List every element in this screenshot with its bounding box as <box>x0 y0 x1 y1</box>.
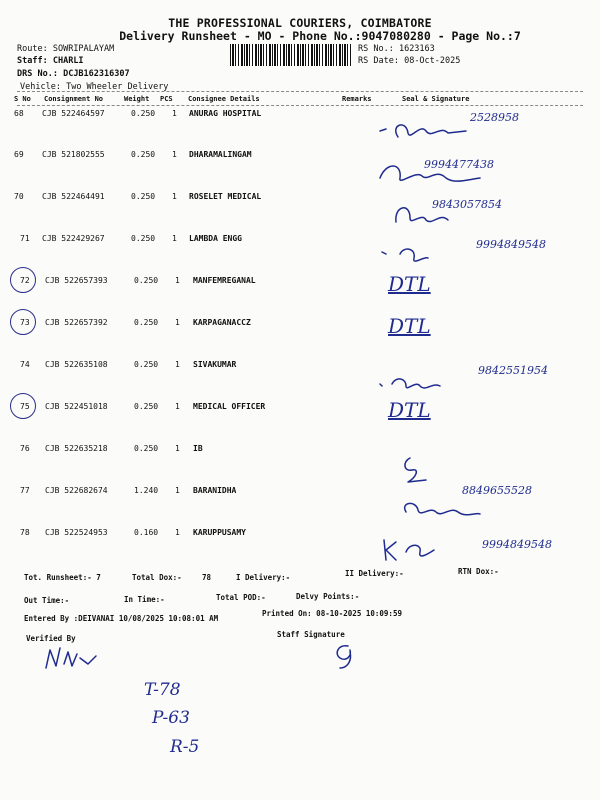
table-row <box>0 150 600 192</box>
row-pcs: 1 <box>175 486 180 495</box>
row-weight: 0.250 <box>134 276 159 285</box>
circled-serial-mark <box>10 267 36 293</box>
row-consignee: BARANIDHA <box>193 486 237 495</box>
staff-label: Staff: <box>17 56 48 66</box>
delvy-points: Delvy Points:- <box>296 592 360 601</box>
row-sno: 75 <box>20 402 30 411</box>
row-consignment-no: CJB 522524953 <box>45 528 108 537</box>
handwritten-seal-text: 8849655528 <box>462 484 532 497</box>
row-consignee: IB <box>193 444 203 453</box>
header-rule <box>17 91 583 92</box>
row-sno: 69 <box>14 150 24 159</box>
staff-signature-label: Staff Signature <box>277 630 345 639</box>
handwritten-seal-text: 9994477438 <box>424 158 494 171</box>
table-row <box>0 444 600 486</box>
i-delivery: I Delivery:- <box>236 573 291 582</box>
table-row <box>0 109 600 151</box>
out-time: Out Time:- <box>24 596 70 605</box>
col-seal: Seal & Signature <box>402 95 470 103</box>
row-consignee: ANURAG HOSPITAL <box>189 109 262 118</box>
route-line <box>17 44 114 55</box>
handwritten-seal-text: DTL <box>388 398 431 422</box>
drs-line <box>17 69 130 80</box>
ii-delivery: II Delivery:- <box>345 569 404 578</box>
signature-scribble <box>376 156 486 190</box>
row-sno: 77 <box>20 486 30 495</box>
row-pcs: 1 <box>175 444 180 453</box>
row-consignee: ROSELET MEDICAL <box>189 192 262 201</box>
total-pod: Total POD:- <box>216 593 266 602</box>
row-pcs: 1 <box>175 276 180 285</box>
signature-scribble <box>376 534 486 568</box>
row-consignment-no: CJB 522635218 <box>45 444 108 453</box>
row-consignment-no: CJB 522635108 <box>45 360 108 369</box>
entered-by: Entered By :DEIVANAI 10/08/2025 10:08:01 AM <box>24 614 219 623</box>
row-consignment-no: CJB 522657393 <box>45 276 108 285</box>
row-consignee: MEDICAL OFFICER <box>193 402 266 411</box>
handwritten-seal-text: 9994849548 <box>482 538 552 551</box>
row-consignee: DHARAMALINGAM <box>189 150 252 159</box>
total-dox-value: 78 <box>202 573 212 582</box>
rs-no-line <box>358 44 435 55</box>
row-sno: 76 <box>20 444 30 453</box>
col-sno: S No <box>14 95 31 103</box>
rs-date-value: 08-Oct-2025 <box>404 56 461 66</box>
verified-signature <box>44 644 104 674</box>
signature-scribble <box>376 198 486 232</box>
col-remarks: Remarks <box>342 95 372 103</box>
handwritten-seal-text: 9842551954 <box>478 364 548 377</box>
handwritten-seal-text: 9994849548 <box>476 238 546 251</box>
staff-value: CHARLI <box>52 56 84 66</box>
row-weight: 0.250 <box>131 109 156 118</box>
row-weight: 0.250 <box>134 444 159 453</box>
table-row <box>0 360 600 402</box>
route-label: Route: <box>17 44 48 54</box>
row-weight: 0.250 <box>131 150 156 159</box>
signature-scribble <box>376 240 486 274</box>
route-value: SOWRIPALAYAM <box>52 44 115 54</box>
row-consignee: KARUPPUSAMY <box>193 528 246 537</box>
row-consignment-no: CJB 521802555 <box>42 150 105 159</box>
row-consignee: KARPAGANACCZ <box>193 318 251 327</box>
rs-no-label: RS No.: <box>358 44 394 54</box>
signature-scribble <box>376 366 486 400</box>
row-sno: 68 <box>14 109 24 118</box>
in-time: In Time:- <box>124 595 165 604</box>
verified-by: Verified By <box>26 634 76 643</box>
column-rule <box>17 105 583 106</box>
circled-serial-mark <box>10 309 36 335</box>
table-row <box>0 314 600 360</box>
row-weight: 0.250 <box>131 192 156 201</box>
row-sno: 71 <box>20 234 30 243</box>
row-consignment-no: CJB 522682674 <box>45 486 108 495</box>
row-weight: 0.250 <box>134 360 159 369</box>
table-row <box>0 528 600 570</box>
row-sno: 73 <box>20 318 30 327</box>
runsheet-subtitle: Delivery Runsheet - MO - Phone No.:9047080280 - Page No.:7 <box>119 29 521 43</box>
row-pcs: 1 <box>172 109 177 118</box>
signature-scribble <box>376 492 486 526</box>
handwritten-seal-text: 9843057854 <box>432 198 502 211</box>
rs-date-label: RS Date: <box>358 56 399 66</box>
vehicle-label: Vehicle: <box>20 82 61 92</box>
drs-label: DRS No.: <box>17 69 58 79</box>
row-consignee: LAMBDA ENGG <box>189 234 242 243</box>
signature-scribble <box>376 115 486 149</box>
col-pcs: PCS <box>160 95 173 103</box>
company-title: THE PROFESSIONAL COURIERS, COIMBATORE <box>168 16 432 30</box>
circled-serial-mark <box>10 393 36 419</box>
row-pcs: 1 <box>172 150 177 159</box>
col-weight: Weight <box>124 95 150 103</box>
row-consignment-no: CJB 522464491 <box>42 192 105 201</box>
handwritten-seal-text: DTL <box>388 272 431 296</box>
vehicle-value: Two Wheeler Delivery <box>66 82 169 92</box>
row-weight: 0.250 <box>134 402 159 411</box>
printed-on: Printed On: 08-10-2025 10:09:59 <box>262 609 402 618</box>
row-consignment-no: CJB 522657392 <box>45 318 108 327</box>
total-dox-label: Total Dox:- <box>132 573 182 582</box>
row-consignee: SIVAKUMAR <box>193 360 237 369</box>
table-row <box>0 234 600 276</box>
rs-date-line <box>358 56 460 67</box>
row-consignment-no: CJB 522464597 <box>42 109 105 118</box>
tally-p: P-63 <box>152 708 190 728</box>
drs-value: DCJB162316307 <box>63 69 130 79</box>
staff-line <box>17 56 84 67</box>
table-row <box>0 272 600 318</box>
row-pcs: 1 <box>175 402 180 411</box>
tally-r: R-5 <box>170 737 200 757</box>
row-sno: 74 <box>20 360 30 369</box>
tally-t: T-78 <box>144 680 181 700</box>
handwritten-seal-text: DTL <box>388 314 431 338</box>
row-pcs: 1 <box>175 318 180 327</box>
row-pcs: 1 <box>172 192 177 201</box>
col-consignment: Consignment No <box>44 95 104 103</box>
row-sno: 78 <box>20 528 30 537</box>
barcode <box>230 44 352 66</box>
row-sno: 70 <box>14 192 24 201</box>
col-consignee: Consignee Details <box>188 95 260 103</box>
table-row <box>0 192 600 234</box>
row-pcs: 1 <box>175 360 180 369</box>
rs-no-value: 1623163 <box>398 44 435 54</box>
staff-signature <box>330 640 360 672</box>
row-sno: 72 <box>20 276 30 285</box>
rtn-dox: RTN Dox:- <box>458 567 499 576</box>
table-row <box>0 398 600 444</box>
tot-runsheet: Tot. Runsheet:- 7 <box>24 573 101 582</box>
row-weight: 0.250 <box>131 234 156 243</box>
row-weight: 0.160 <box>134 528 159 537</box>
row-consignment-no: CJB 522429267 <box>42 234 105 243</box>
row-pcs: 1 <box>175 528 180 537</box>
row-weight: 1.240 <box>134 486 159 495</box>
row-weight: 0.250 <box>134 318 159 327</box>
row-pcs: 1 <box>172 234 177 243</box>
table-row <box>0 486 600 528</box>
row-consignee: MANFEMREGANAL <box>193 276 256 285</box>
handwritten-seal-text: 2528958 <box>470 111 519 124</box>
signature-scribble <box>376 450 486 484</box>
row-consignment-no: CJB 522451018 <box>45 402 108 411</box>
